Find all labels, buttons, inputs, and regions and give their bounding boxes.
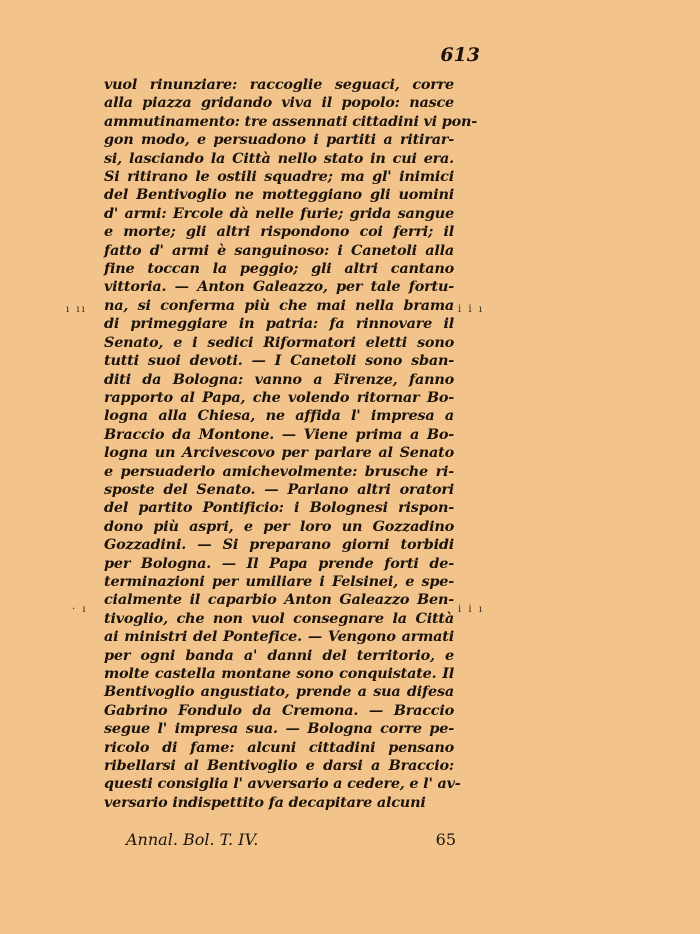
text-line: sposte del Senato. — Parlano altri oratori (104, 480, 454, 498)
text-line: na, si conferma più che mai nella brama (104, 296, 454, 314)
text-line: ribellarsi al Bentivoglio e darsi a Braccio: (104, 757, 454, 775)
text-line: si, lasciando la Città nello stato in cui era. (104, 149, 454, 167)
text-line: cialmente il caparbio Anton Galeazzo Ben- (104, 591, 454, 609)
text-line: ammutinamento: tre assennati cittadini vi pon- (104, 112, 478, 130)
text-line: per ogni banda a' danni del territorio, e (104, 646, 454, 664)
text-line: versario indispettito fa decapitare alcuni (104, 793, 426, 811)
margin-mark: ı̇ ı̇ ı (458, 604, 484, 615)
margin-mark: · ı (72, 604, 88, 615)
text-line: tutti suoi devoti. — I Canetoli sono sban- (104, 352, 454, 370)
text-line: fine toccan la peggio; gli altri cantano (104, 260, 454, 278)
text-line: per Bologna. — Il Papa prende forti de- (104, 554, 454, 572)
text-line: alla piazza gridando viva il popolo: nasce (104, 94, 454, 112)
text-line: Si ritirano le ostili squadre; ma gl' inimici (104, 168, 454, 186)
text-line: logna un Arcivescovo per parlare al Senato (104, 444, 454, 462)
text-line: rapporto al Papa, che volendo ritornar Bo- (104, 388, 454, 406)
text-line: ricolo di fame: alcuni cittadini pensano (104, 738, 454, 756)
margin-mark: ı̇ ı̇ ı (458, 304, 484, 315)
text-line: Gabrino Fondulo da Cremona. — Braccio (104, 701, 454, 719)
text-line: dono più aspri, e per loro un Gozzadino (104, 517, 454, 535)
text-line: vittoria. — Anton Galeazzo, per tale fortu- (104, 278, 454, 296)
text-line: Gozzadini. — Si preparano giorni torbidi (104, 536, 454, 554)
text-line: molte castella montane sono conquistate. Il (104, 665, 454, 682)
text-line: terminazioni per umiliare i Felsinei, e spe- (104, 572, 454, 590)
page-number: 613 (440, 44, 480, 66)
text-line: del Bentivoglio ne motteggiano gli uomini (104, 186, 454, 204)
signature-mark: Annal. Bol. T. IV. (126, 830, 259, 849)
text-line: Braccio da Montone. — Viene prima a Bo- (104, 425, 454, 443)
text-line: tivoglio, che non vuol consegnare la Città (104, 609, 454, 627)
text-line: logna alla Chiesa, ne affida l' impresa a (104, 407, 454, 425)
text-line: vuol rinunziare: raccoglie seguaci, corre (104, 76, 454, 93)
text-line: ai ministri del Pontefice. — Vengono armati (104, 628, 454, 646)
text-line: fatto d' armi è sanguinoso: i Canetoli alla (104, 241, 454, 259)
text-line: di primeggiare in patria: fa rinnovare il (104, 315, 454, 333)
text-line: gon modo, e persuadono i partiti a ritirar- (104, 131, 454, 149)
text-line: Senato, e i sedici Riformatori eletti sono (104, 333, 454, 351)
text-line: Bentivoglio angustiato, prende a sua difesa (104, 683, 454, 701)
text-line: e morte; gli altri rispondono coi ferri; il (104, 223, 454, 241)
text-line: e persuaderlo amichevolmente: brusche ri- (104, 462, 454, 480)
text-line: d' armi: Ercole dà nelle furie; grida sangue (104, 204, 454, 222)
text-line: segue l' impresa sua. — Bologna corre pe- (104, 720, 454, 738)
text-line: del partito Pontificio: i Bolognesi rispon- (104, 499, 454, 517)
text-line: questi consiglia l' avversario a cedere, e l' av- (104, 775, 461, 793)
text-line: diti da Bologna: vanno a Firenze, fanno (104, 370, 454, 388)
margin-mark: ı ıı (66, 304, 87, 315)
sheet-number: 65 (435, 830, 456, 849)
